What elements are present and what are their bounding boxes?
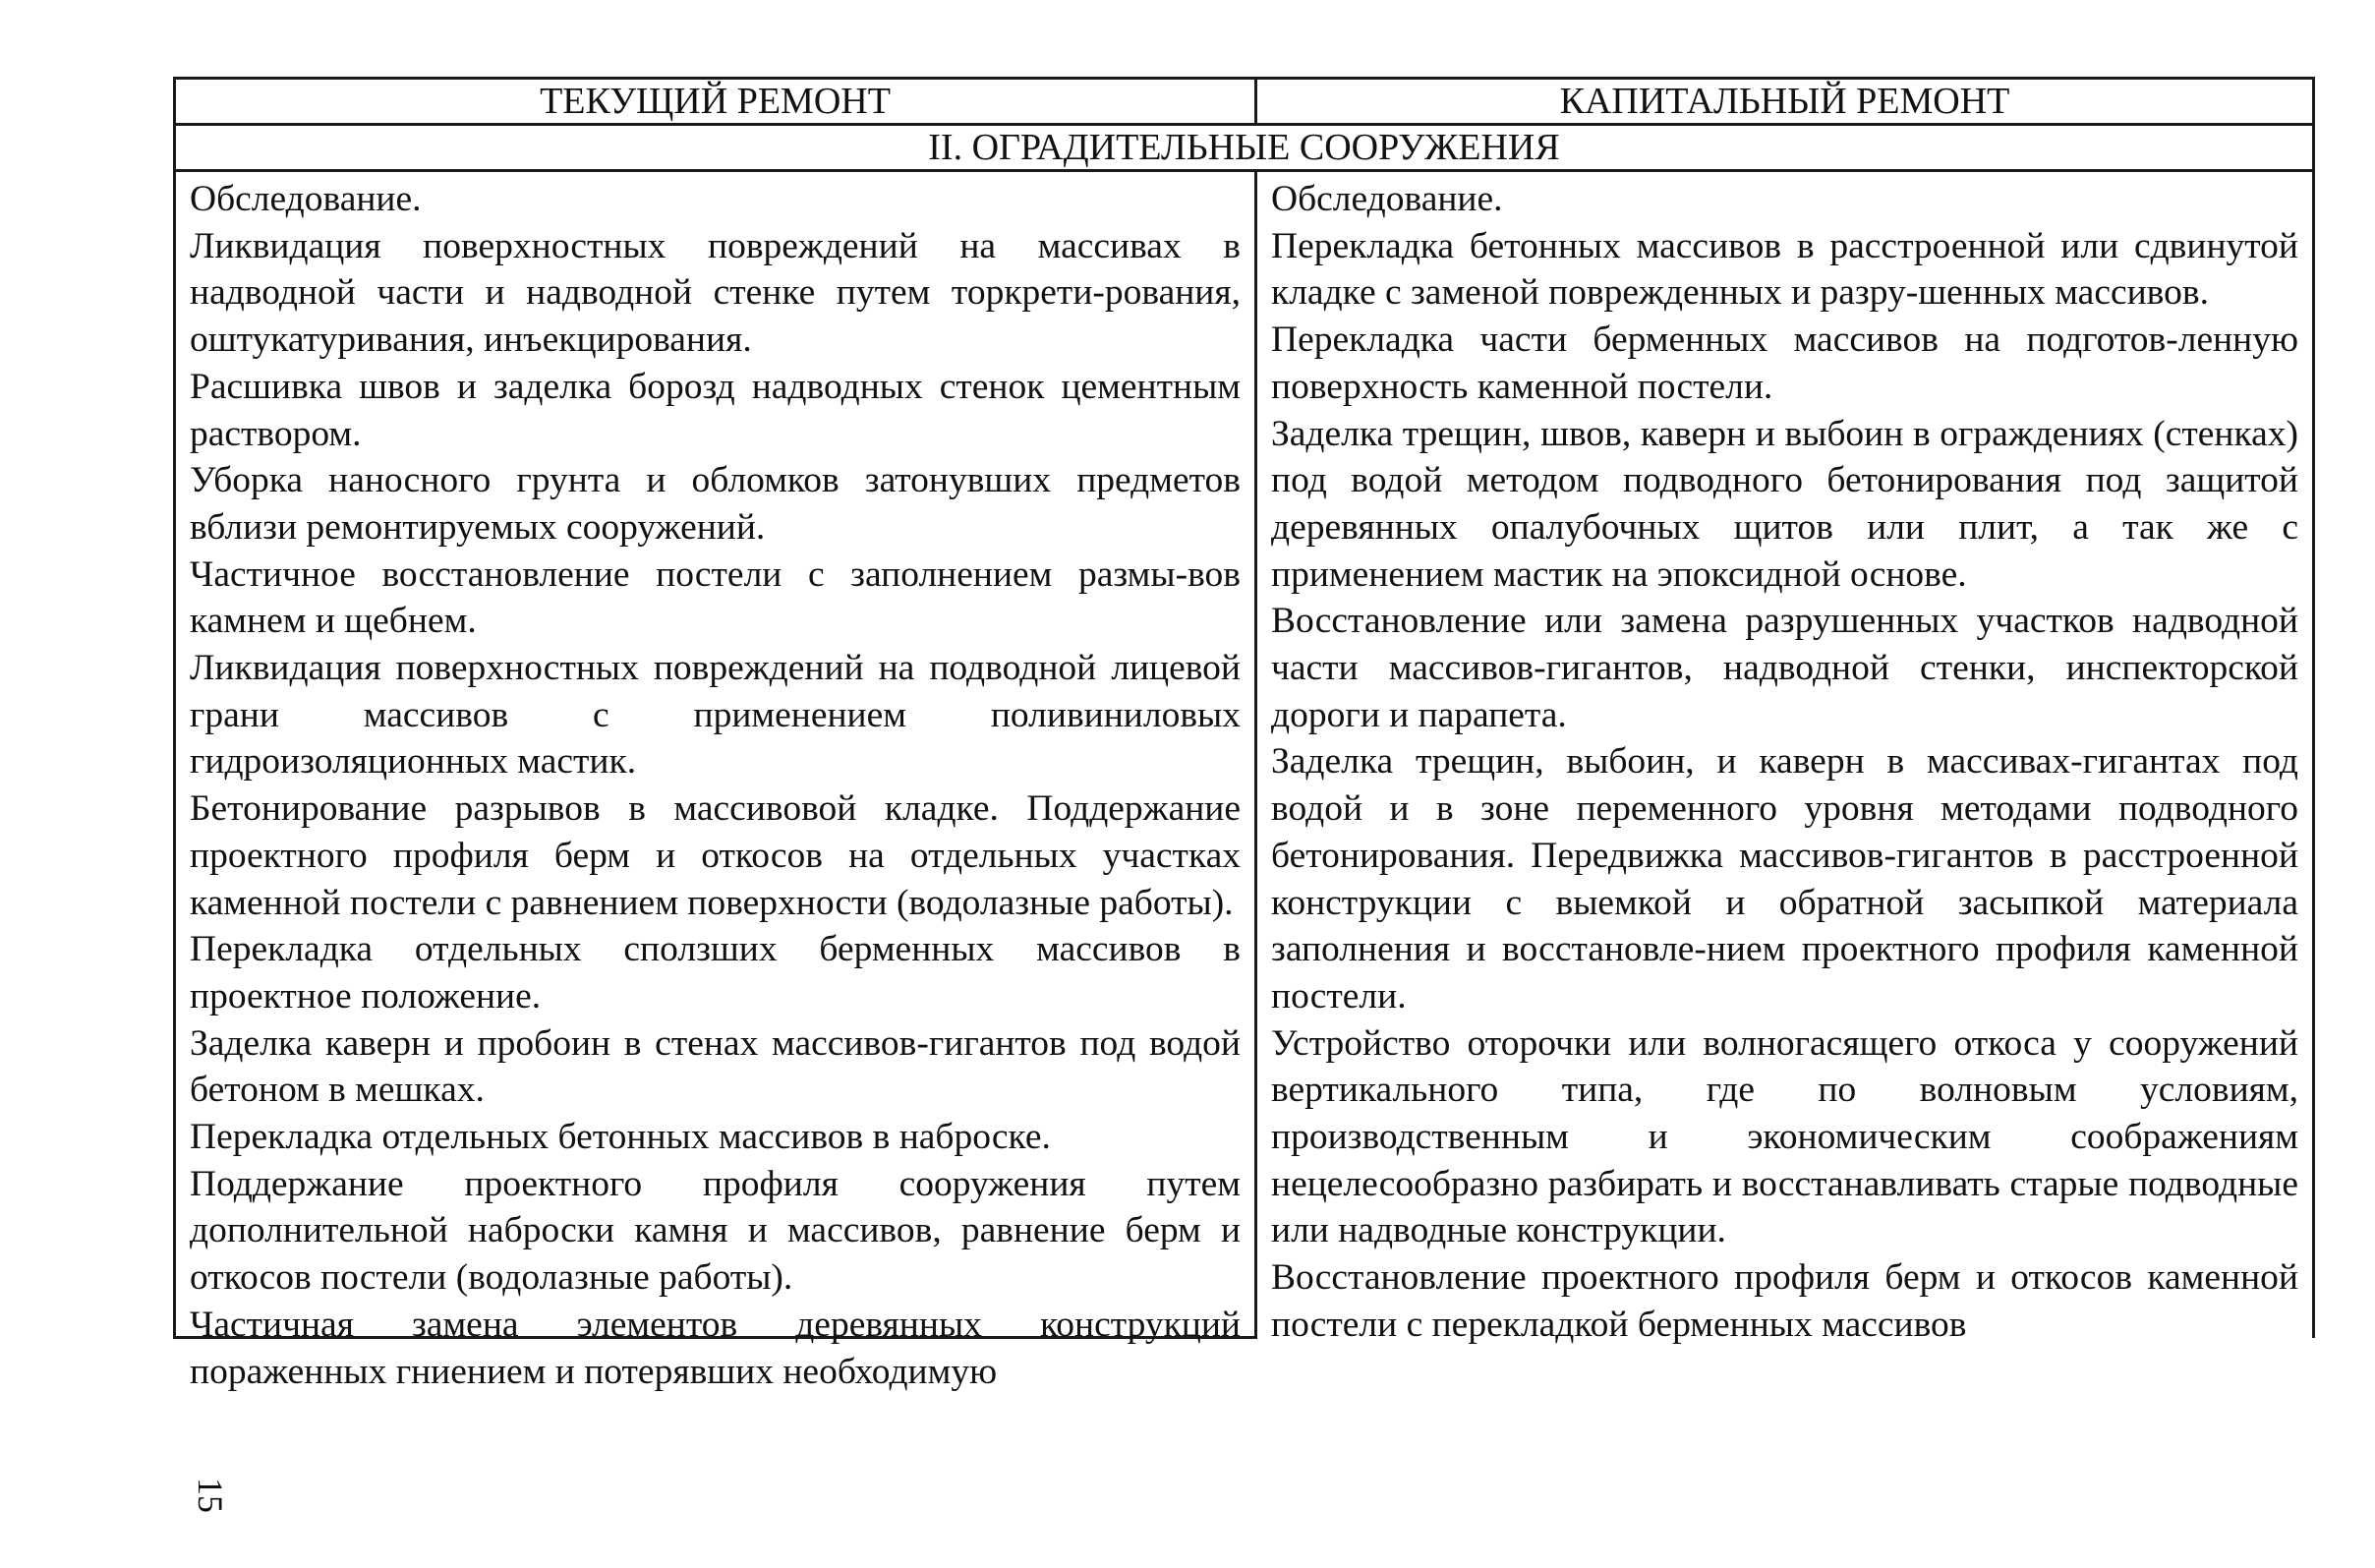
current-repair-item: Заделка каверн и пробоин в стенах массивов-гигантов под водой бетоном в мешках. [190,1022,1241,1111]
capital-repair-item: Обследование. [1271,179,1503,219]
current-repair-item: Расшивка швов и заделка борозд надводных стенок цементным раствором. [190,366,1241,454]
header-row [175,79,2314,125]
section-row [175,125,2314,171]
current-repair-item: Частичная замена элементов деревянных конструкций пораженных гниением и потерявших необходимую [190,1304,1241,1392]
current-repair-item: Перекладка отдельных сползших берменных массивов в проектное положение. [190,929,1241,1016]
header-current-repair: ТЕКУЩИЙ РЕМОНТ [175,79,1256,125]
current-repair-item: Поддержание проектного профиля сооружения путем дополнительной наброски камня и массивов, равнение берм и откосов постели (водолазные работы). [190,1163,1241,1299]
capital-repair-item: Перекладка части берменных массивов на подготов-ленную поверхность каменной постели. [1271,319,2298,407]
current-repair-item: Бетонирование разрывов в массивовой кладке. Поддержание проектного профиля берм и откосов на отдельных участках каменной постели с равнением поверхности (водолазные работы). [190,788,1241,923]
content-row [175,171,2314,1338]
current-repair-item: Перекладка отдельных бетонных массивов в наброске. [190,1117,1051,1158]
section-title: II. ОГРАДИТЕЛЬНЫЕ СООРУЖЕНИЯ [175,125,2314,171]
current-repair-item: Ликвидация поверхностных повреждений на массивах в надводной части и надводной стенке путем торкрети-рования, оштукатуривания, инъекцирования. [190,225,1241,361]
current-repair-cell [175,171,1256,1392]
current-repair-item: Ликвидация поверхностных повреждений на подводной лицевой грани массивов с применением поливиниловых гидроизоляционных мастик. [190,648,1241,783]
page-number: 15 [191,1478,230,1513]
current-repair-item: Обследование. [190,179,422,219]
header-capital-repair: КАПИТАЛЬНЫЙ РЕМОНТ [1256,79,2314,125]
capital-repair-item: Восстановление или замена разрушенных участков надводной части массивов-гигантов, надводной стенки, инспекторской дороги и парапета. [1271,601,2298,735]
capital-repair-item: Заделка трещин, швов, каверн и выбоин в ограждениях (стенках) под водой методом подводного бетонирования под защитой деревянных опалубочных щитов или плит, а так же с применением мастик на эпоксидной основе. [1271,413,2298,595]
capital-repair-item: Устройство оторочки или волногасящего откоса у сооружений вертикального типа, где по волновым условиям, производственным и экономическим соображениям нецелесообразно разбирать и восстанавливать старые подводные или надводные конструкции. [1271,1022,2298,1251]
current-repair-item: Уборка наносного грунта и обломков затонувших предметов вблизи ремонтируемых сооружений. [190,460,1241,548]
capital-repair-item: Заделка трещин, выбоин, и каверн в массивах-гигантах под водой и в зоне переменного уровня методами подводного бетонирования. Передвижка массивов-гигантов в расстроенной конструкции с выемкой и обратной засыпкой материала заполнения и восстановле-нием проектного профиля каменной постели. [1271,741,2298,1016]
repair-table [173,77,2315,1392]
current-repair-item: Частичное восстановление постели с заполнением размы-вов камнем и щебнем. [190,553,1241,642]
capital-repair-item: Перекладка бетонных массивов в расстроенной или сдвинутой кладке с заменой поврежденных и разру-шенных массивов. [1271,225,2298,314]
capital-repair-item: Восстановление проектного профиля берм и откосов каменной постели с перекладкой берменных массивов [1271,1257,2298,1345]
current-repair-list [190,176,1241,1392]
capital-repair-cell [1256,171,2314,1345]
capital-repair-list [1271,176,2298,1345]
